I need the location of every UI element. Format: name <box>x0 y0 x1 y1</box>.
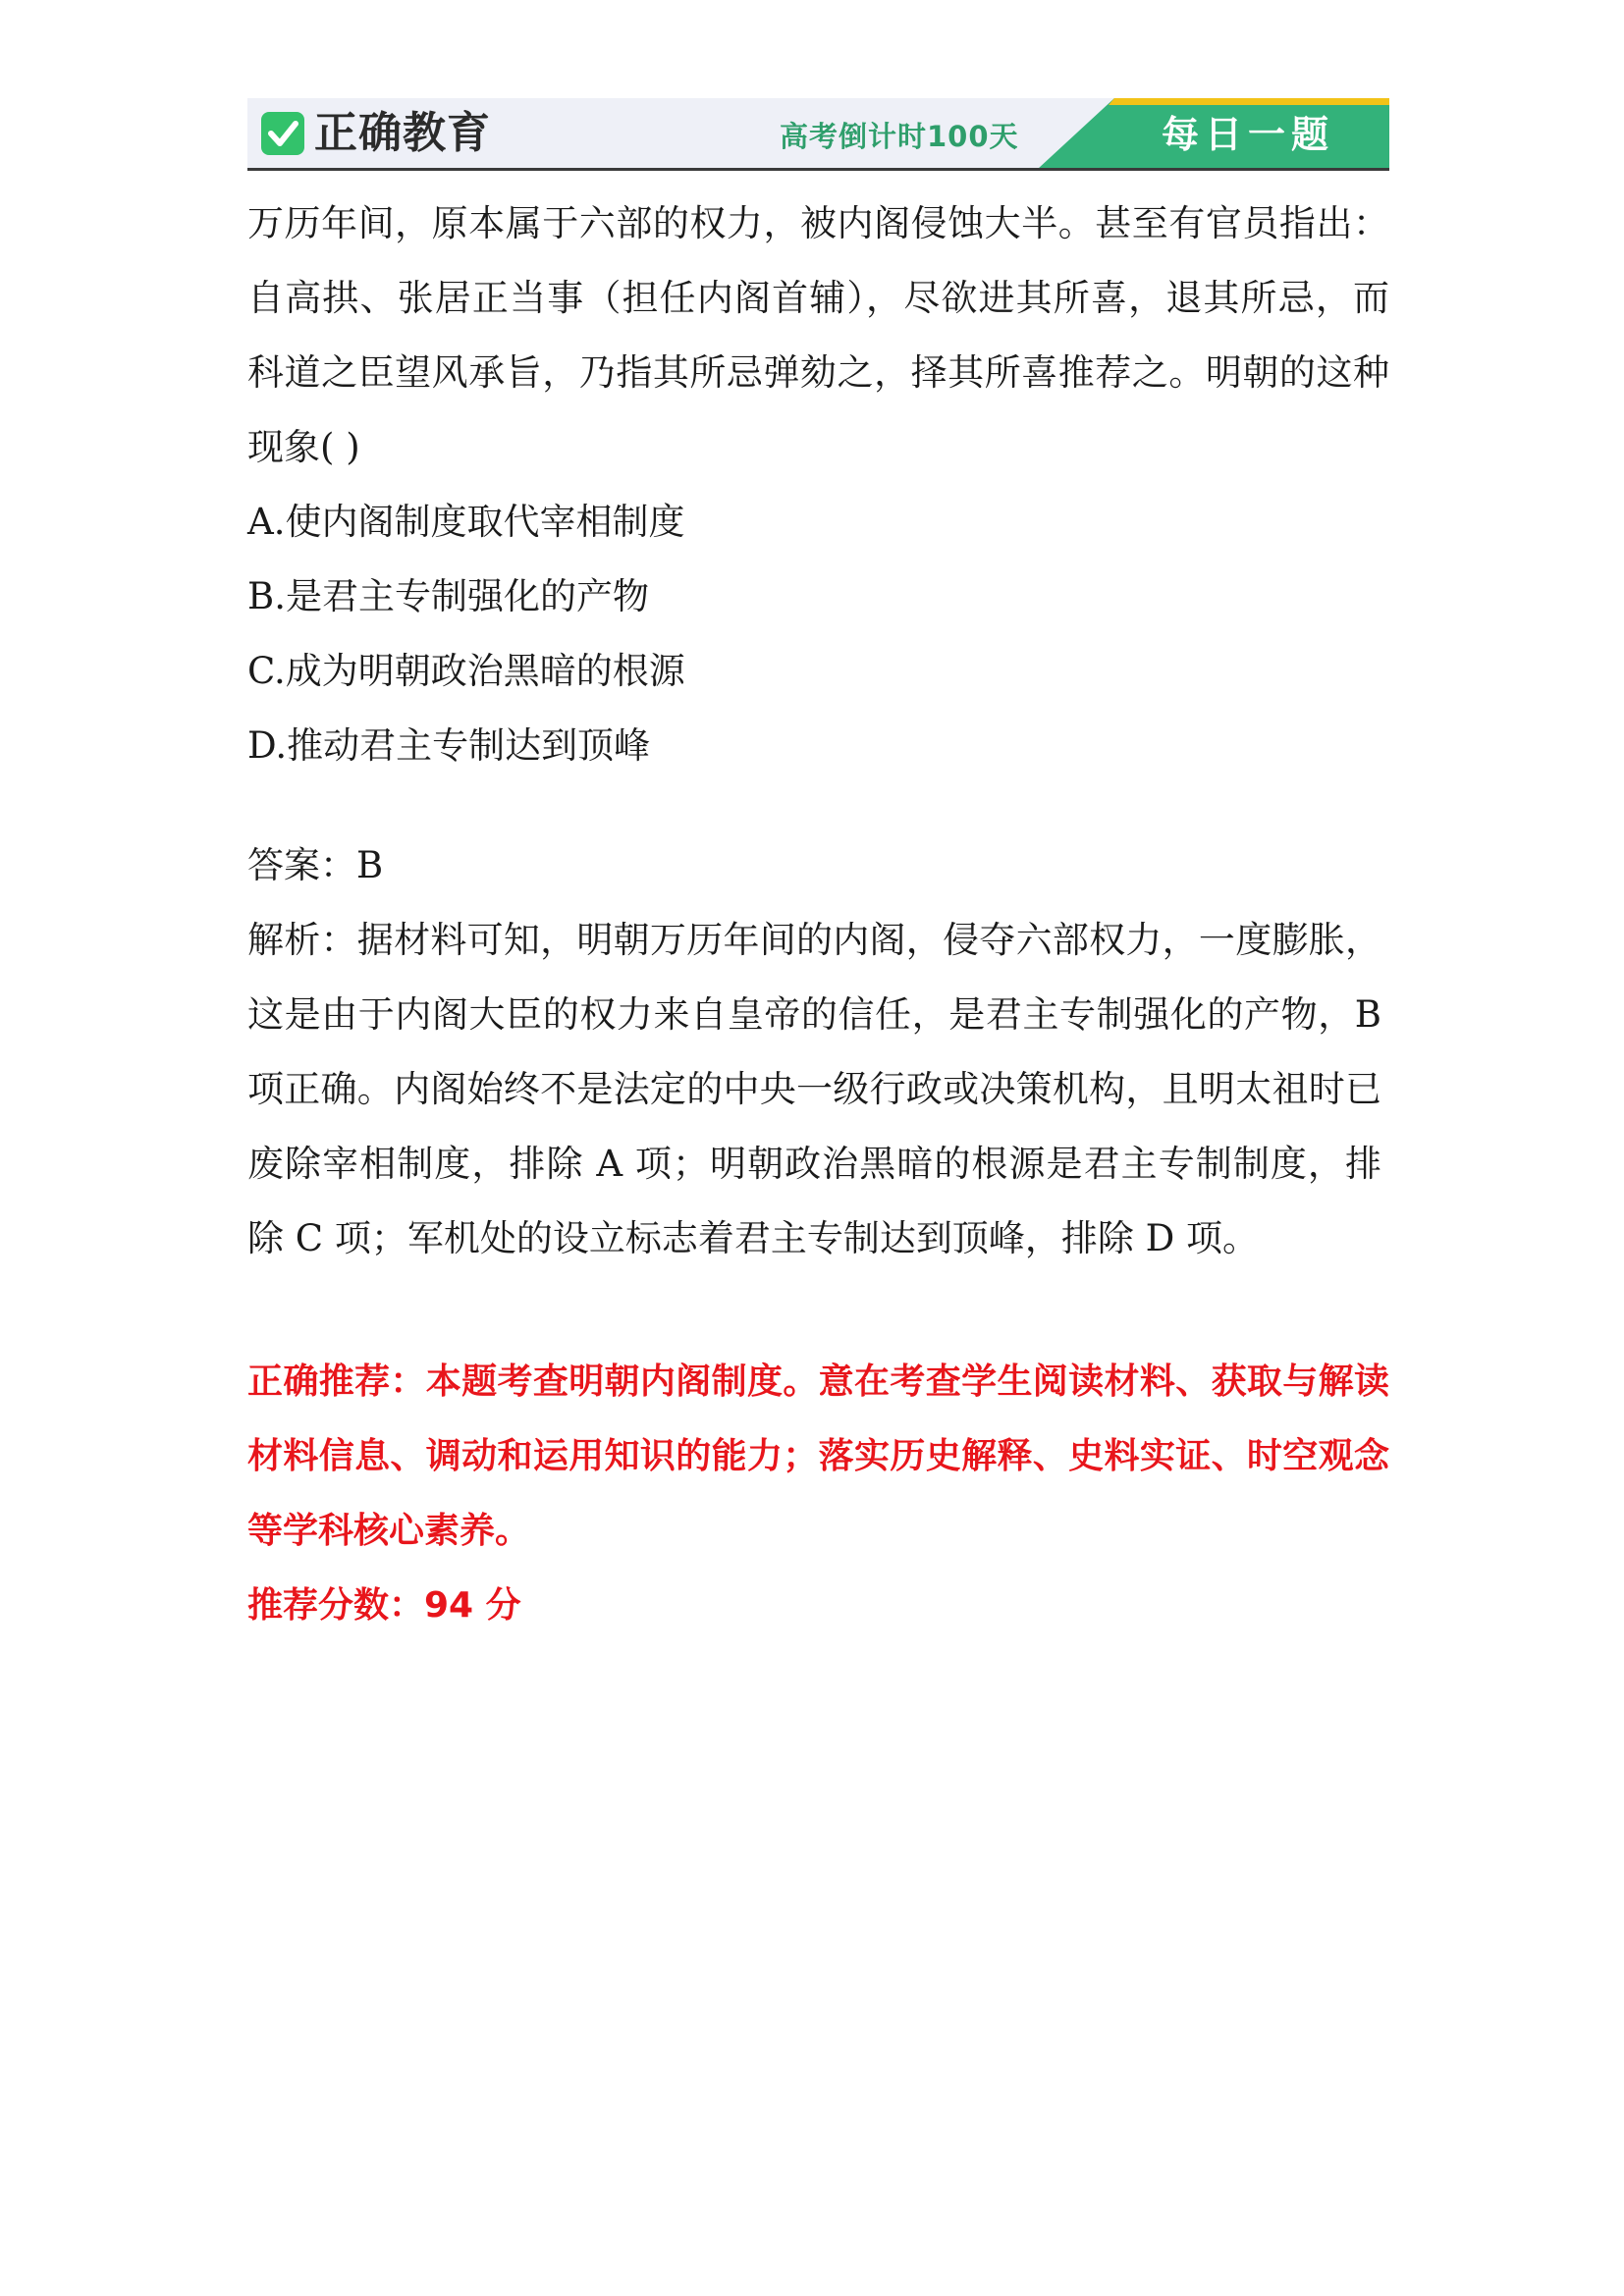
countdown-text: 高考倒计时100天 <box>780 120 1019 153</box>
header-banner <box>247 98 1389 169</box>
analysis-paragraph: 解析：据材料可知，明朝万历年间的内阁，侵夺六部权力，一度膨胀，这是由于内阁大臣的权力来自皇帝的信任，是君主专制强化的产物，B 项正确。内阁始终不是法定的中央一级行政或决策机构，且明太祖时已废除宰相制度，排除 A 项；明朝政治黑暗的根源是君主专制制度，排除 C 项；军机处的设立标志着君主专制达到顶峰，排除 D 项。 <box>247 919 1381 1259</box>
option-a: A.使内阁制度取代宰相制度 <box>247 501 685 543</box>
option-c: C.成为明朝政治黑暗的根源 <box>247 650 685 692</box>
check-icon <box>261 112 304 155</box>
option-b: B.是君主专制强化的产物 <box>247 575 649 617</box>
recommendation-paragraph: 正确推荐：本题考查明朝内阁制度。意在考查学生阅读材料、获取与解读材料信息、调动和运用知识的能力；落实历史解释、史料实证、时空观念等学科核心素养。 <box>247 1362 1389 1551</box>
daily-tab-accent <box>1038 98 1389 105</box>
daily-question-label: 每日一题 <box>1161 113 1334 156</box>
option-d: D.推动君主专制达到顶峰 <box>247 724 651 767</box>
recommended-score: 推荐分数：94 分 <box>247 1585 521 1626</box>
brand-name: 正确教育 <box>314 108 491 158</box>
question-stem: 万历年间，原本属于六部的权力，被内阁侵蚀大半。甚至有官员指出：自高拱、张居正当事（担任内阁首辅），尽欲进其所喜，退其所忌，而科道之臣望风承旨，乃指其所忌弹劾之，择其所喜推荐之。明朝的这种现象( ) <box>247 202 1389 468</box>
answer-line: 答案：B <box>247 844 384 886</box>
document-body <box>247 187 1389 1643</box>
header-divider <box>247 168 1389 171</box>
